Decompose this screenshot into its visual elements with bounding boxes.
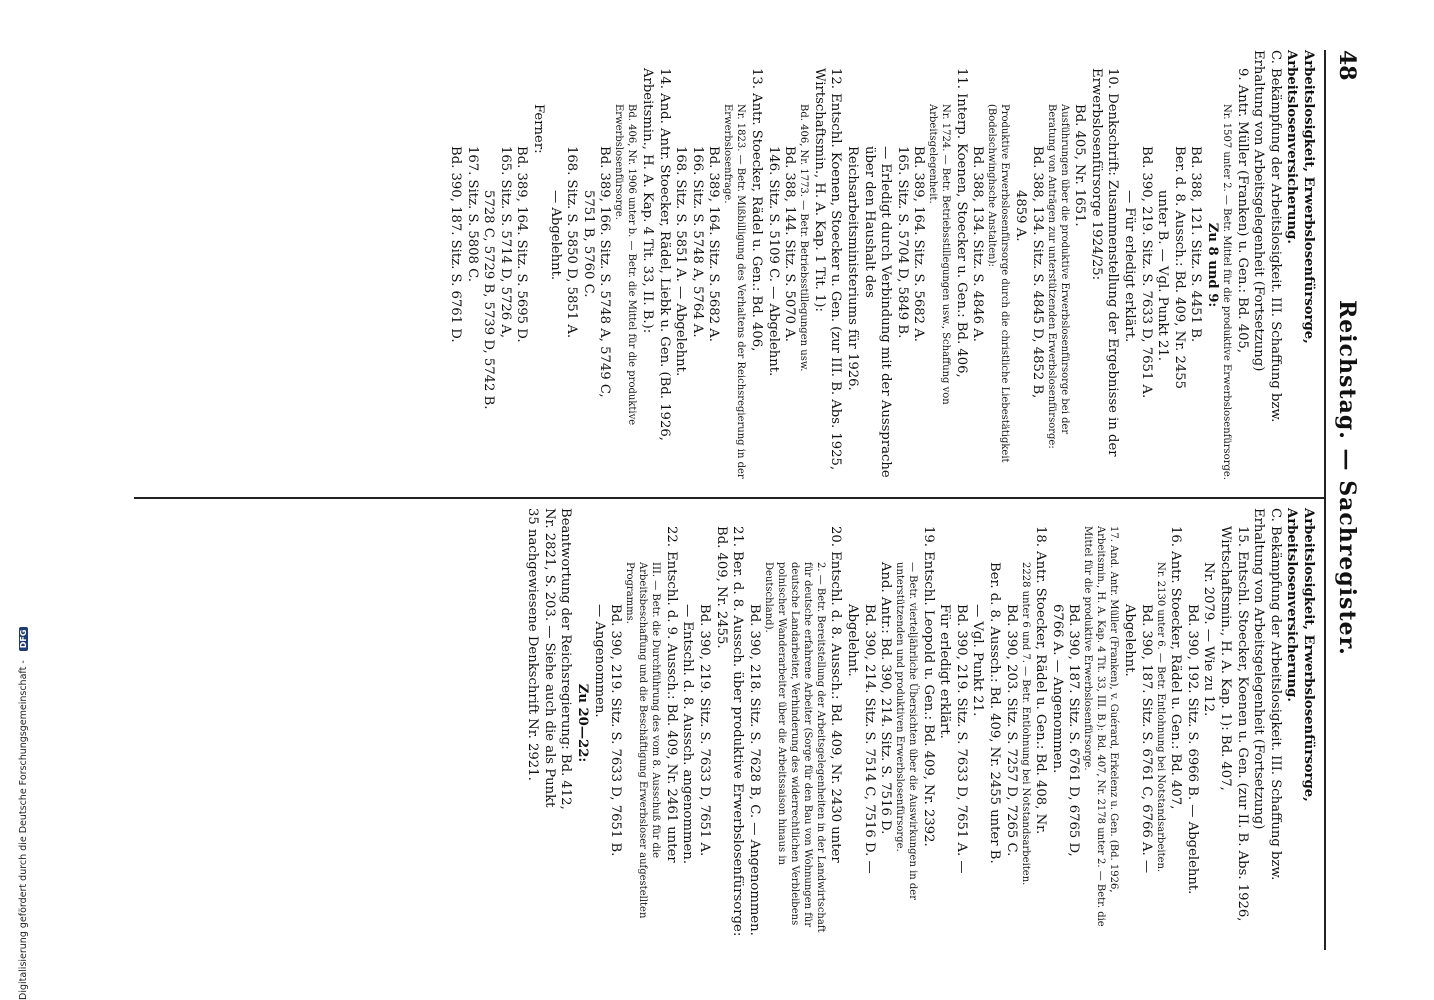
document-page (80, 50, 1360, 950)
index-line: Bd. 388, 144. Sitz. S. 5070 A. (782, 146, 798, 342)
index-line: — Angenommen. (591, 604, 607, 718)
index-line: Ber. d. 8. Aussch.: Bd. 409, Nr. 2455 unter B. (987, 562, 1003, 864)
index-line: Bd. 390, 187. Sitz. S. 6761 C, 6766 A. — (1138, 604, 1154, 874)
right-column (524, 508, 1316, 938)
index-line: Ferner: (531, 104, 547, 154)
index-line: 10. Denkschrift: Zusammenstellung der Ergebnisse in der Erwerbslosenfürsorge 1924/25: (1088, 68, 1121, 457)
index-line: 13. Antr. Stoecker, Rädel u. Gen.: Bd. 406, (748, 68, 764, 352)
index-line: — Abgelehnt. (547, 190, 563, 281)
index-line: Bd. 390, 218. Sitz. S. 7628 B, C. — Angenommen. (746, 604, 762, 936)
index-line: unter B. — Vgl. Punkt 21. (1155, 190, 1171, 361)
funding-note: Digitalisierung gefördert durch die Deutsche Forschungsgemeinschaft - (18, 660, 29, 1000)
index-line: 146. Sitz. S. 5109 C. — Abgelehnt. (765, 146, 781, 377)
index-line: 6766 A. — Angenommen. (1049, 604, 1065, 774)
index-line: — Vgl. Punkt 21. (970, 604, 986, 717)
index-line: 2228 unter 6 und 7. — Betr. Entlohnung bei Notstandsarbeiten. (1019, 562, 1031, 886)
index-line: Ber. d. 8. Aussch.: Bd. 409, Nr. 2455 (1171, 146, 1187, 390)
index-line: Ausführungen über die produktive Erwerbslosenfürsorge bei der Beratung von Anträgen zur unterstützenden Erwerbslosenfürsorge: (1045, 104, 1070, 449)
column-divider (134, 497, 1324, 499)
index-line: Zu 20—22: (575, 683, 590, 763)
index-line: 2. — Betr. Bereitstellung der Arbeitsgelegenheiten in der Landwirtschaft für deutsche erfahrene Arbeiter (Sorge für den Bau von Wohnungen für deutsche Landarbeiter, Verhinderung des widerrechtlichen Verbleibens polnischer Wanderarbeiter über die Arbeitssaison hinaus in Deutschland). (762, 562, 826, 933)
index-line: 11. Interp. Koenen, Stoecker u. Gen.: Bd. 406, (953, 68, 969, 378)
index-line: 165. Sitz. S. 5714 D, 5726 A, (497, 146, 513, 339)
index-line: Bd. 389, 164. Sitz. S. 5682 A. (911, 146, 927, 342)
index-line: 18. Antr. Stoecker, Rädel u. Gen.: Bd. 408, Nr. (1033, 526, 1049, 835)
index-line: III. — Betr. die Durchführung des vom 8. Ausschuß für die Arbeitsbeschaffung und die Beschäftigung Erwerbsloser aufgestellten Programms. (624, 562, 662, 919)
index-line: 4859 A. (1013, 190, 1029, 242)
index-line: Bd. 388, 134. Sitz. S. 4845 D, 4852 B, (1029, 146, 1045, 399)
index-line: — Entschl. d. 8. Aussch. angenommen. (680, 604, 696, 864)
index-line: Zu 8 und 9: (1205, 222, 1221, 308)
index-line: Nr. 1507 unter 2. — Betr. Mittel für die produktive Erwerbslosenfürsorge. (1221, 104, 1233, 480)
index-line: 20. Entschl. d. 8. Aussch.: Bd. 409, Nr. 2430 unter (828, 526, 844, 863)
index-line: 165. Sitz. S. 5704 D, 5849 B. (894, 146, 910, 339)
index-line: Abgelehnt. (1122, 604, 1138, 677)
index-line: Bd. 389, 164. Sitz. S. 5682 A. (706, 146, 722, 342)
index-line: Bd. 390, 187. Sitz. S. 6761 D, 6765 D, (1066, 604, 1082, 857)
index-line: 9. Antr. Müller (Franken) u. Gen.: Bd. 405, (1234, 68, 1250, 354)
index-line: Nr. 2130 unter 6. — Betr. Entlohnung bei Notstandsarbeiten. (1154, 562, 1166, 873)
index-line: Bd. 389, 166. Sitz. S. 5748 A, 5749 C, (597, 146, 613, 398)
index-line: — Betr. vierteljährliche Übersichten über die Auswirkungen in der unterstützenden und produktiven Erwerbslosenfürsorge. (894, 562, 919, 900)
index-line: 12. Entschl. Koenen, Stoecker u. Gen. (zur III. B. Abs. 1925, Wirtschaftsmin., H. A. Kap. 1 Tit. 1): (811, 68, 844, 471)
index-line: Produktive Erwerbslosenfürsorge durch die christliche Liebestätigkeit (Bodelschwinghsche Anstalten): (986, 104, 1011, 463)
index-line: Bd. 390, 203. Sitz. S. 7257 D, 7265 C. (1003, 604, 1019, 857)
index-line: 21. Ber. d. 8. Aussch. über produktive Erwerbslosenfürsorge: Bd. 409, Nr. 2455. (713, 526, 746, 937)
index-line: 19. Entschl. Leopold u. Gen.: Bd. 409, Nr. 2392. (920, 526, 936, 847)
index-line: 167. Sitz. S. 5808 C. (464, 146, 480, 282)
dfg-logo: DFG (19, 627, 28, 652)
index-line: Bd. 390, 187. Sitz. S. 6761 D. (448, 146, 464, 343)
header-rule (1324, 50, 1326, 950)
index-line: Bd. 405, Nr. 1651. (1072, 104, 1088, 227)
running-head (1332, 50, 1360, 950)
index-line: Abgelehnt. (844, 604, 860, 677)
index-line: Nr. 2079. — Wie zu 12. (1201, 562, 1217, 717)
index-line: 22. Entschl. d. 9. Aussch.: Bd. 409, Nr. 2461 unter (663, 526, 679, 863)
section-heading: Arbeitslosigkeit, Erwerbslosenfürsorge, Arbeitslosenversicherung. (1284, 50, 1316, 344)
index-line: Nr. 1823. — Betr. Mißbilligung des Verhaltens der Reichsregierung in der Erwerbslosenfrage. (722, 104, 747, 479)
index-line: 168. Sitz. S. 5850 D, 5851 A. (564, 146, 580, 339)
index-line: Bd. 390, 219. Sitz. S. 7633 D, 7651 B. (608, 604, 624, 857)
index-line: 166. Sitz. S. 5748 A, 5764 A. (689, 146, 705, 338)
section-subheading: C. Bekämpfung der Arbeitslosigkeit. III. Schaffung bzw. Erhaltung von Arbeitsgelegenheit (Fortsetzung) (1251, 50, 1283, 423)
index-line: Bd. 390, 214. Sitz. S. 7514 C, 7516 D. — (861, 604, 877, 874)
left-column (446, 50, 1316, 480)
index-line: Nr. 1724. — Betr. Betriebsstillegungen usw., Schaffung von Arbeitsgelegenheit. (927, 104, 952, 405)
page-number: 48 (1334, 50, 1360, 81)
index-line: Bd. 390, 219. Sitz. S. 7633 D, 7651 A. (1138, 146, 1154, 399)
index-line: Bd. 388, 134. Sitz. S. 4846 A. (970, 146, 986, 342)
index-line: 5728 C, 5729 B, 5739 D, 5742 B. (481, 190, 497, 410)
index-line: 17. And. Antr. Müller (Franken), v. Guérard, Erkelenz u. Gen. (Bd. 1926, Arbeitsmin., H. A. Kap. 4 Tit. 33, III. B.): Bd. 407, Nr. 2178 unter 2. — Betr. die Mittel für die produktive Erwerbslosenfürsorge. (1082, 526, 1120, 927)
section-subheading: C. Bekämpfung der Arbeitslosigkeit. III. Schaffung bzw. Erhaltung von Arbeitsgelegenheit (Fortsetzung) (1251, 508, 1283, 881)
index-line: Beantwortung der Reichsregierung: Bd. 412, (558, 508, 574, 810)
index-line: And. Antr.: Bd. 390, 214. Sitz. S. 7516 D. (878, 562, 894, 835)
index-line: 168. Sitz. S. 5851 A. — Abgelehnt. (673, 146, 689, 377)
section-heading: Arbeitslosigkeit, Erwerbslosenfürsorge, Arbeitslosenversicherung. (1284, 508, 1316, 802)
index-line: Bd. 406, Nr. 1906 unter b. — Betr. die Mittel für die produktive Erwerbslosenfürsorge. (613, 104, 638, 426)
index-line: 15. Entschl. Stoecker, Koenen u. Gen. (zur II. B. Abs. 1926, Wirtschaftsmin., H. A. Kap. 1): Bd. 407, (1218, 526, 1250, 922)
index-line: 16. Antr. Stoecker, Rädel u. Gen.: Bd. 407, (1168, 526, 1184, 810)
index-line: Bd. 390, 219. Sitz. S. 7633 D, 7651 A. — (953, 604, 969, 874)
index-line: Nr. 2821, S. 203. — Siehe auch die als Punkt (541, 508, 557, 808)
index-line: Für erledigt erklärt. (937, 604, 953, 739)
index-line: 35 nachgewiesene Denkschrift Nr. 2921. (525, 508, 541, 781)
index-line: — Erledigt durch Verbindung mit der Aussprache über den Haushalt des Reichsarbeitsministeriums für 1926. (844, 146, 894, 478)
index-line: 14. And. Antr. Stoecker, Rädel, Liebk u. Gen. (Bd. 1926, Arbeitsmin., H. A. Kap. 4 Tit. 33, II. B.): (640, 68, 672, 441)
page-title: Reichstag. — Sachregister. (1334, 300, 1360, 656)
index-line: Bd. 389, 164. Sitz. S. 5695 D. (514, 146, 530, 343)
index-line: Bd. 388, 121. Sitz. S. 4451 B. (1188, 146, 1204, 343)
index-line: Bd. 390, 219. Sitz. S. 7633 D, 7651 A. (696, 604, 712, 857)
index-line: Bd. 406, Nr. 1773. — Betr. Betriebsstillegungen usw. (798, 104, 810, 372)
index-line: 5751 B, 5760 C. (580, 190, 596, 298)
index-line: — Für erledigt erklärt. (1122, 190, 1138, 343)
digitization-footer (18, 580, 32, 1000)
index-line: Bd. 390, 192. Sitz. S. 6966 B. — Abgelehnt. (1184, 604, 1200, 895)
